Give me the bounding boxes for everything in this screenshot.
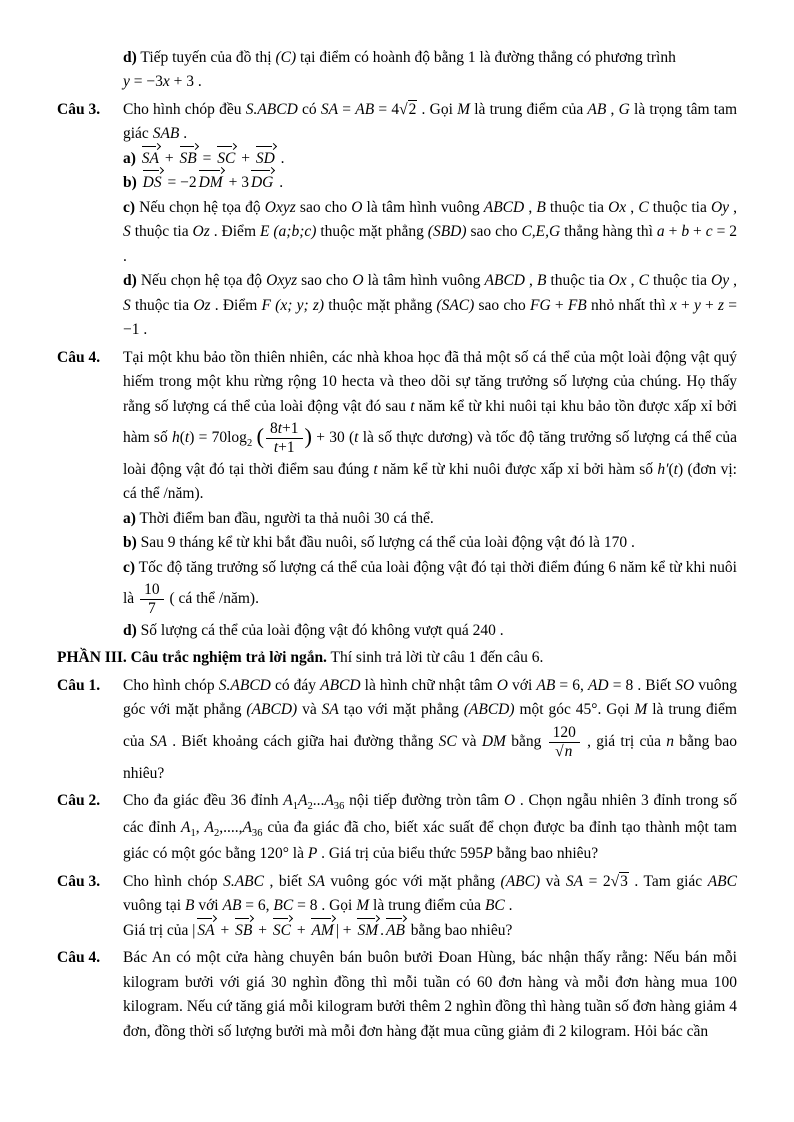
sub-statement-b: b) DS = −2 DM + 3 DG . [123, 171, 737, 195]
question-number: Câu 4. [57, 348, 101, 366]
section-heading-note: Thí sinh trả lời từ câu 1 đến câu 6. [326, 649, 544, 667]
sub-statement-d: d) Nếu chọn hệ tọa độ Oxyz sao cho O là tâm hình vuông ABCD , B thuộc tia Ox , C thuộc tia Oy , S thuộc tia Oz . Điểm F (x; y; z) thuộc mặt phẳng (SAC) sao cho FG + FB nhỏ nhất thì x + y + z = −1 . [123, 272, 738, 339]
sub-statement-c: c) Nếu chọn hệ tọa độ Oxyz sao cho O là tâm hình vuông ABCD , B thuộc tia Ox , C thuộc tia Oy , S thuộc tia Oz . Điểm E (a;b;c) thuộc mặt phẳng (SBD) sao cho C,E,G thẳng hàng thì a + b + c = 2 . [123, 198, 738, 265]
question-text-line2: Giá trị của | SA + SB + SC + AM | + SM . AB bằng bao nhiêu? [123, 919, 737, 943]
sub-statement-d: d) Tiếp tuyến của đồ thị (C) tại điểm có hoành độ bằng 1 là đường thẳng có phương trình [123, 49, 676, 66]
question-block-part2-cau3 [57, 98, 737, 343]
question-body [123, 46, 737, 95]
question-body [123, 98, 737, 343]
question-body [123, 946, 737, 1044]
sub-statement-a: a) SA + SB = SC + SD . [123, 147, 737, 171]
question-block-continuation [57, 46, 737, 95]
question-block-part3-cau3 [57, 870, 737, 943]
question-block-part3-cau1 [57, 674, 737, 786]
question-text: Cho hình chóp S.ABCD có đáy ABCD là hình chữ nhật tâm O với AB = 6, AD = 8 . Biết SO vuông góc với mặt phẳng (ABCD) và SA tạo với mặt phẳng (ABCD) một góc 45°. Gọi M là trung điểm của SA . Biết khoảng cách giữa hai đường thẳng SC và DM bằng $\frac{120}{√n}$ , giá trị của n bằng bao nhiêu? [123, 676, 738, 782]
question-body [123, 870, 737, 943]
question-body [123, 346, 737, 644]
question-text: Cho hình chóp S.ABC , biết SA vuông góc với mặt phẳng (ABC) và SA = 2√3 . Tam giác ABC vuông tại B với AB = 6, BC = 8 . Gọi M là trung điểm của BC . [123, 872, 737, 915]
sub-statement-c: c) Tốc độ tăng trưởng số lượng cá thể của loài động vật đó tại thời điểm đúng 6 năm kể từ khi nuôi là $\frac{10}{7}$ ( cá thể /năm). [123, 558, 737, 618]
question-block-part3-cau2 [57, 789, 737, 867]
equation-line: y = −3x + 3 . [123, 73, 202, 91]
question-body [123, 674, 737, 786]
sub-statement-d: d) Số lượng cá thể của loài động vật đó không vượt quá 240 . [123, 621, 504, 639]
question-number: Câu 4. [57, 949, 101, 967]
question-intro: Tại một khu bảo tồn thiên nhiên, các nhà khoa học đã thả một số cá thể của một loài động vật quý hiếm trong một khu rừng rộng 10 hecta và theo dõi sự tăng trưởng số lượng của chúng. Họ thấy rằng số lượng cá thể của loài động vật đó sau t năm kể từ khi nuôi tại khu bảo tồn được xấp xỉ bởi hàm số $h(t) = 70\log_2$ ( $\frac{8t+1}{t+1}$ ) + 30 (t là số thực dương) và tốc độ tăng trưởng số lượng cá thể của loài động vật đó tại thời điểm sau đúng t năm kể từ khi nuôi được xấp xỉ bởi hàm số h′(t) (đơn vị: cá thể /năm). [123, 348, 738, 503]
sub-statement-b: b) Sau 9 tháng kể từ khi bắt đầu nuôi, số lượng cá thể của loài động vật đó là 170 . [123, 534, 635, 552]
section-heading [57, 646, 737, 670]
question-number: Câu 2. [57, 791, 101, 809]
question-number: Câu 3. [57, 872, 101, 890]
question-number: Câu 3. [57, 100, 101, 118]
section-heading-title: PHẦN III. Câu trắc nghiệm trả lời ngắn. [57, 649, 327, 667]
question-number: Câu 1. [57, 676, 101, 694]
question-text: Bác An có một cửa hàng chuyên bán buôn bưởi Đoan Hùng, bác nhận thấy rằng: Nếu bán mỗi kilogram bưởi với giá 30 nghìn đồng thì mỗi tuần có 60 đơn hàng và mỗi đơn hàng mua 100 kilogram. Nếu cứ tăng giá mỗi kilogram bưởi thêm 2 nghìn đồng thì hàng tuần số đơn hàng giảm 4 đơn, đồng thời số lượng bưởi mà mỗi đơn hàng đặt mua cũng giảm đi 2 kilogram. Hỏi bác cần [123, 949, 737, 1040]
question-block-part2-cau4 [57, 346, 737, 644]
sub-statement-a: a) Thời điểm ban đầu, người ta thả nuôi 30 cá thể. [123, 509, 434, 527]
question-text: Cho đa giác đều 36 đỉnh $A_1A_2...A_{36}$ nội tiếp đường tròn tâm O . Chọn ngẫu nhiên 3 đỉnh trong số các đỉnh $A_1$, $A_2,....,A_{36}$ của đa giác đã cho, biết xác suất để chọn được ba đỉnh tạo thành một tam giác có một góc bằng 120° là P . Giá trị của biểu thức 595P bằng bao nhiêu? [123, 791, 737, 863]
question-block-part3-cau4 [57, 946, 737, 1044]
question-intro: Cho hình chóp đều S.ABCD có SA = AB = 4√2 . Gọi M là trung điểm của AB , G là trọng tâm tam giác SAB . [123, 100, 738, 143]
question-number [57, 46, 123, 95]
question-body [123, 789, 737, 867]
